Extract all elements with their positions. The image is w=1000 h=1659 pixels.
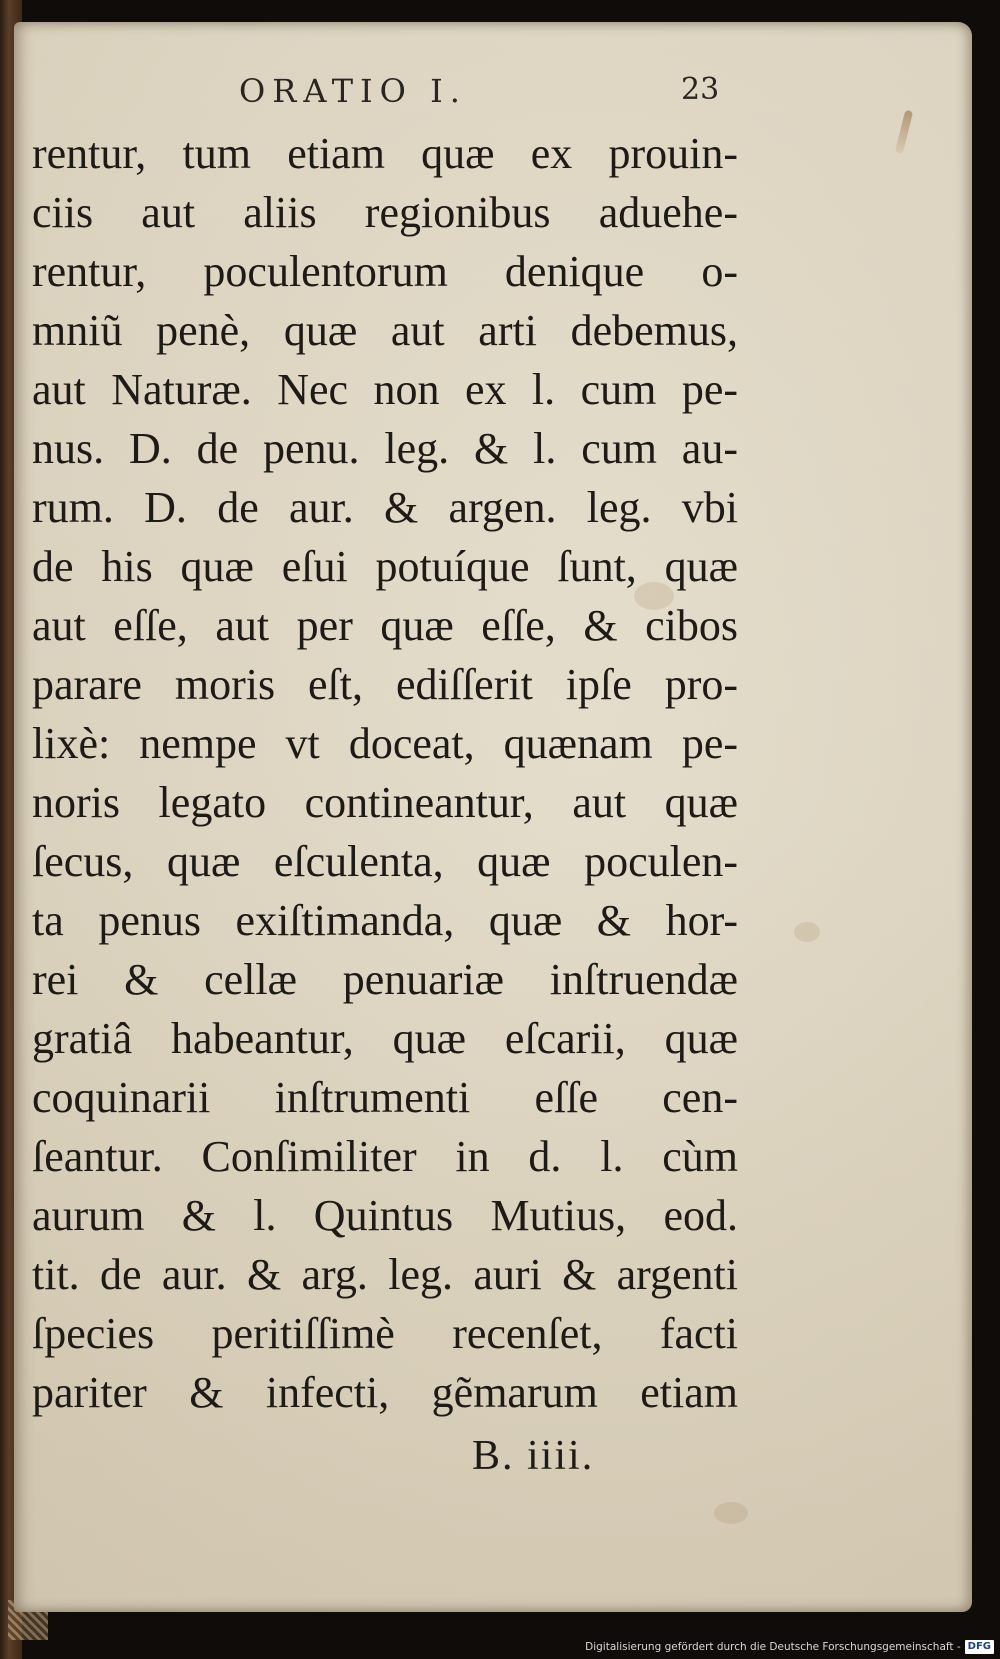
running-head-title: ORATIO I. xyxy=(239,72,467,110)
text-line: mniũ penè, quæ aut arti debemus, xyxy=(32,306,738,355)
text-line: nus. D. de penu. leg. & l. cum au- xyxy=(32,424,738,473)
text-line: rentur, tum etiam quæ ex prouin- xyxy=(32,129,738,178)
book-page xyxy=(14,22,972,1612)
margin-ink-mark xyxy=(895,110,913,155)
text-line: parare moris eſt, ediſſerit ipſe pro- xyxy=(32,660,738,709)
text-line: aut eſſe, aut per quæ eſſe, & cibos xyxy=(32,601,738,650)
text-line: rum. D. de aur. & argen. leg. vbi xyxy=(32,483,738,532)
text-line: rei & cellæ penuariæ inſtruendæ xyxy=(32,955,738,1004)
body-text xyxy=(32,124,738,1422)
text-line: ciis aut aliis regionibus aduehe- xyxy=(32,188,738,237)
text-line: ſeantur. Conſimiliter in d. l. cùm xyxy=(32,1132,738,1181)
digitization-credit xyxy=(585,1639,994,1655)
text-line: gratiâ habeantur, quæ eſcarii, quæ xyxy=(32,1014,738,1063)
running-header xyxy=(239,72,739,122)
text-line: coquinarii inſtrumenti eſſe cen- xyxy=(32,1073,738,1122)
text-line: aut Naturæ. Nec non ex l. cum pe- xyxy=(32,365,738,414)
foxing-stain xyxy=(794,922,820,942)
text-line: ta penus exiſtimanda, quæ & hor- xyxy=(32,896,738,945)
text-line: noris legato contineantur, aut quæ xyxy=(32,778,738,827)
text-line: ſpecies peritiſſimè recenſet, facti xyxy=(32,1309,738,1358)
text-line: lixè: nempe vt doceat, quænam pe- xyxy=(32,719,738,768)
text-line: aurum & l. Quintus Mutius, eod. xyxy=(32,1191,738,1240)
text-line: tit. de aur. & arg. leg. auri & argenti xyxy=(32,1250,738,1299)
foxing-stain xyxy=(714,1502,748,1524)
dfg-logo: DFG xyxy=(965,1640,994,1654)
text-line: de his quæ eſui potuíque ſunt, quæ xyxy=(32,542,738,591)
text-line: ſecus, quæ eſculenta, quæ poculen- xyxy=(32,837,738,886)
signature-mark: B. iiii. xyxy=(472,1433,595,1479)
text-line: pariter & infecti, gẽmarum etiam xyxy=(32,1368,738,1417)
text-line: rentur, poculentorum denique o- xyxy=(32,247,738,296)
credit-text: Digitalisierung gefördert durch die Deutsche Forschungsgemeinschaft - xyxy=(585,1641,961,1653)
folio-number: 23 xyxy=(681,72,720,107)
